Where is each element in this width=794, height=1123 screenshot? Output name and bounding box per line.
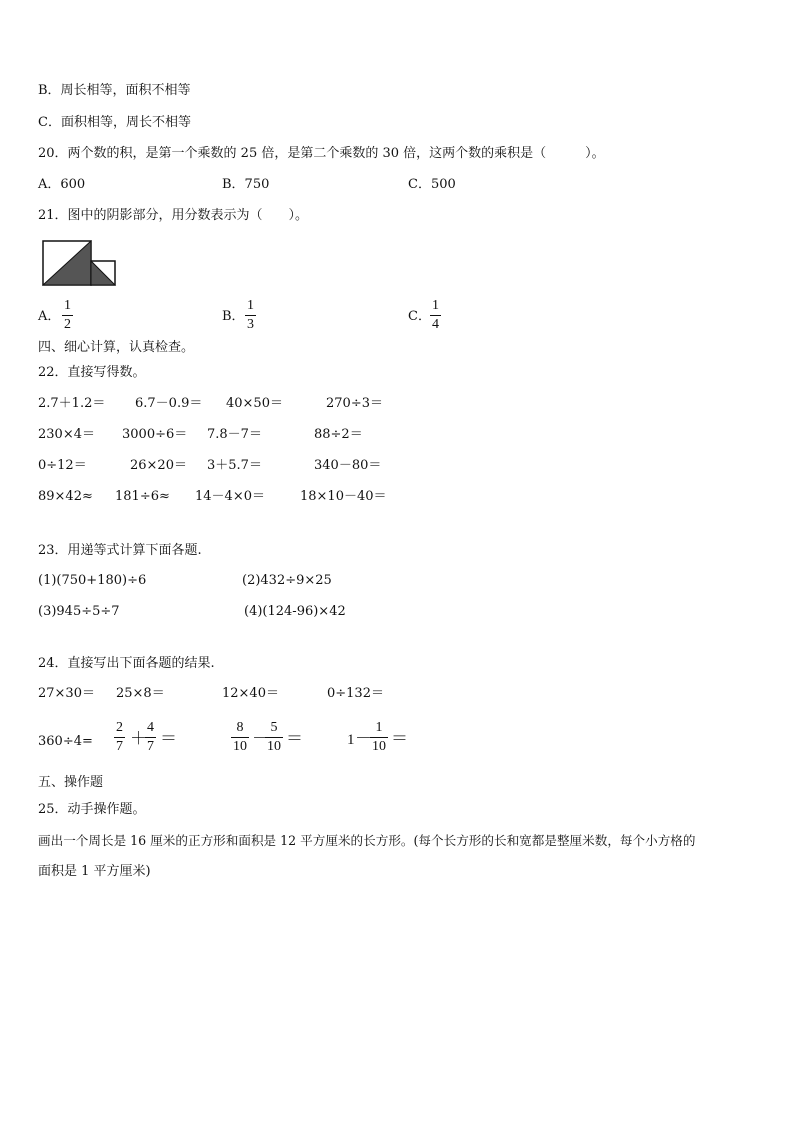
fraction-denominator: 10 <box>372 739 386 754</box>
q21-option-c-label: C． <box>408 309 431 324</box>
q20-option-a: A．600 <box>38 177 86 192</box>
q24-r1-c4: 0÷132＝ <box>327 686 384 701</box>
q22-r1-c3: 40×50＝ <box>226 396 283 411</box>
q25-instruction-line-2: 面积是 1 平方厘米) <box>38 864 151 879</box>
fraction-denominator: 7 <box>116 739 123 754</box>
fraction-denominator: 10 <box>233 739 247 754</box>
q20-option-b: B．750 <box>222 177 270 192</box>
minus-sign: － <box>355 729 372 749</box>
q20-option-c: C．500 <box>408 177 456 192</box>
q24-r2-c1: 360÷4= <box>38 734 93 749</box>
q23-title: 23．用递等式计算下面各题. <box>38 543 202 558</box>
q22-r1-c1: 2.7＋1.2＝ <box>38 396 106 411</box>
q24-r1-c1: 27×30＝ <box>38 686 95 701</box>
q22-r2-c4: 88÷2＝ <box>314 427 363 442</box>
q22-r1-c2: 6.7－0.9＝ <box>135 396 203 411</box>
minus-sign: － <box>252 729 269 749</box>
q22-r3-c4: 340－80＝ <box>314 458 382 473</box>
fraction-numerator: 8 <box>236 720 244 735</box>
q22-r1-c4: 270÷3＝ <box>326 396 383 411</box>
q25-instruction-line-1: 画出一个周长是 16 厘米的正方形和面积是 12 平方厘米的长方形。(每个长方形的长和宽都是整厘米数，每个小方格的 <box>38 833 696 848</box>
q21-option-a-label: A． <box>38 309 61 324</box>
q22-r4-c3: 14－4×0＝ <box>195 489 265 504</box>
fraction-numerator: 1 <box>375 720 383 735</box>
q22-r3-c2: 26×20＝ <box>130 458 187 473</box>
fraction-bar <box>145 737 156 738</box>
fraction-denominator: 10 <box>267 739 281 754</box>
q24-fraction-c <box>231 720 249 755</box>
q22-r4-c1: 89×42≈ <box>38 489 93 504</box>
fraction-denominator: 3 <box>247 317 254 332</box>
q22-r2-c3: 7.8－7＝ <box>207 427 262 442</box>
fraction-bar <box>62 315 73 316</box>
fraction-numerator: 2 <box>116 720 123 735</box>
section-4-heading: 四、细心计算，认真检查。 <box>38 340 195 355</box>
fraction-bar <box>430 315 441 316</box>
section-5-heading: 五、操作题 <box>38 775 104 790</box>
fraction-bar <box>231 737 249 738</box>
q24-fraction-b <box>145 720 156 755</box>
q25-title: 25．动手操作题。 <box>38 802 146 817</box>
equals-sign: ＝ <box>286 729 303 749</box>
q23-item-4: (4)(124-96)×42 <box>244 604 346 619</box>
fraction-bar <box>245 315 256 316</box>
equals-sign: ＝ <box>160 729 177 749</box>
q23-item-1: (1)(750+180)÷6 <box>38 573 147 588</box>
q22-title: 22．直接写得数。 <box>38 365 146 380</box>
equals-sign: ＝ <box>391 729 408 749</box>
fraction-numerator: 5 <box>270 720 278 735</box>
q21-option-b-fraction <box>245 298 256 333</box>
fraction-bar <box>265 737 283 738</box>
q22-r3-c1: 0÷12＝ <box>38 458 87 473</box>
fraction-numerator: 1 <box>432 298 439 313</box>
fraction-bar <box>114 737 125 738</box>
q22-r4-c2: 181÷6≈ <box>115 489 170 504</box>
q22-r2-c1: 230×4＝ <box>38 427 95 442</box>
q21-option-c-fraction <box>430 298 441 333</box>
q24-fraction-d <box>265 720 283 755</box>
fraction-denominator: 7 <box>147 739 154 754</box>
q21-shaded-figure <box>42 240 118 288</box>
fraction-numerator: 1 <box>64 298 71 313</box>
q22-r4-c4: 18×10－40＝ <box>300 489 387 504</box>
q24-r1-c3: 12×40＝ <box>222 686 279 701</box>
q21-question: 21．图中的阴影部分，用分数表示为（ ）。 <box>38 208 309 223</box>
q19-option-c: C．面积相等，周长不相等 <box>38 115 191 130</box>
q21-option-b-label: B． <box>222 309 245 324</box>
fraction-bar <box>370 737 388 738</box>
fraction-numerator: 4 <box>147 720 154 735</box>
q24-r1-c2: 25×8＝ <box>116 686 165 701</box>
whole-number-one: 1 <box>347 732 355 748</box>
q24-title: 24．直接写出下面各题的结果. <box>38 656 215 671</box>
fraction-denominator: 4 <box>432 317 439 332</box>
plus-sign: ＋ <box>130 729 147 749</box>
fraction-denominator: 2 <box>64 317 71 332</box>
fraction-numerator: 1 <box>247 298 254 313</box>
q20-question: 20．两个数的积，是第一个乘数的 25 倍，是第二个乘数的 30 倍，这两个数的乘积是（ ）。 <box>38 146 605 161</box>
q21-option-a-fraction <box>62 298 73 333</box>
q19-option-b: B．周长相等，面积不相等 <box>38 83 191 98</box>
q24-fraction-a <box>114 720 125 755</box>
q22-r2-c2: 3000÷6＝ <box>122 427 188 442</box>
q24-fraction-e <box>370 720 388 755</box>
q23-item-2: (2)432÷9×25 <box>242 573 332 588</box>
q23-item-3: (3)945÷5÷7 <box>38 604 120 619</box>
q22-r3-c3: 3＋5.7＝ <box>207 458 262 473</box>
